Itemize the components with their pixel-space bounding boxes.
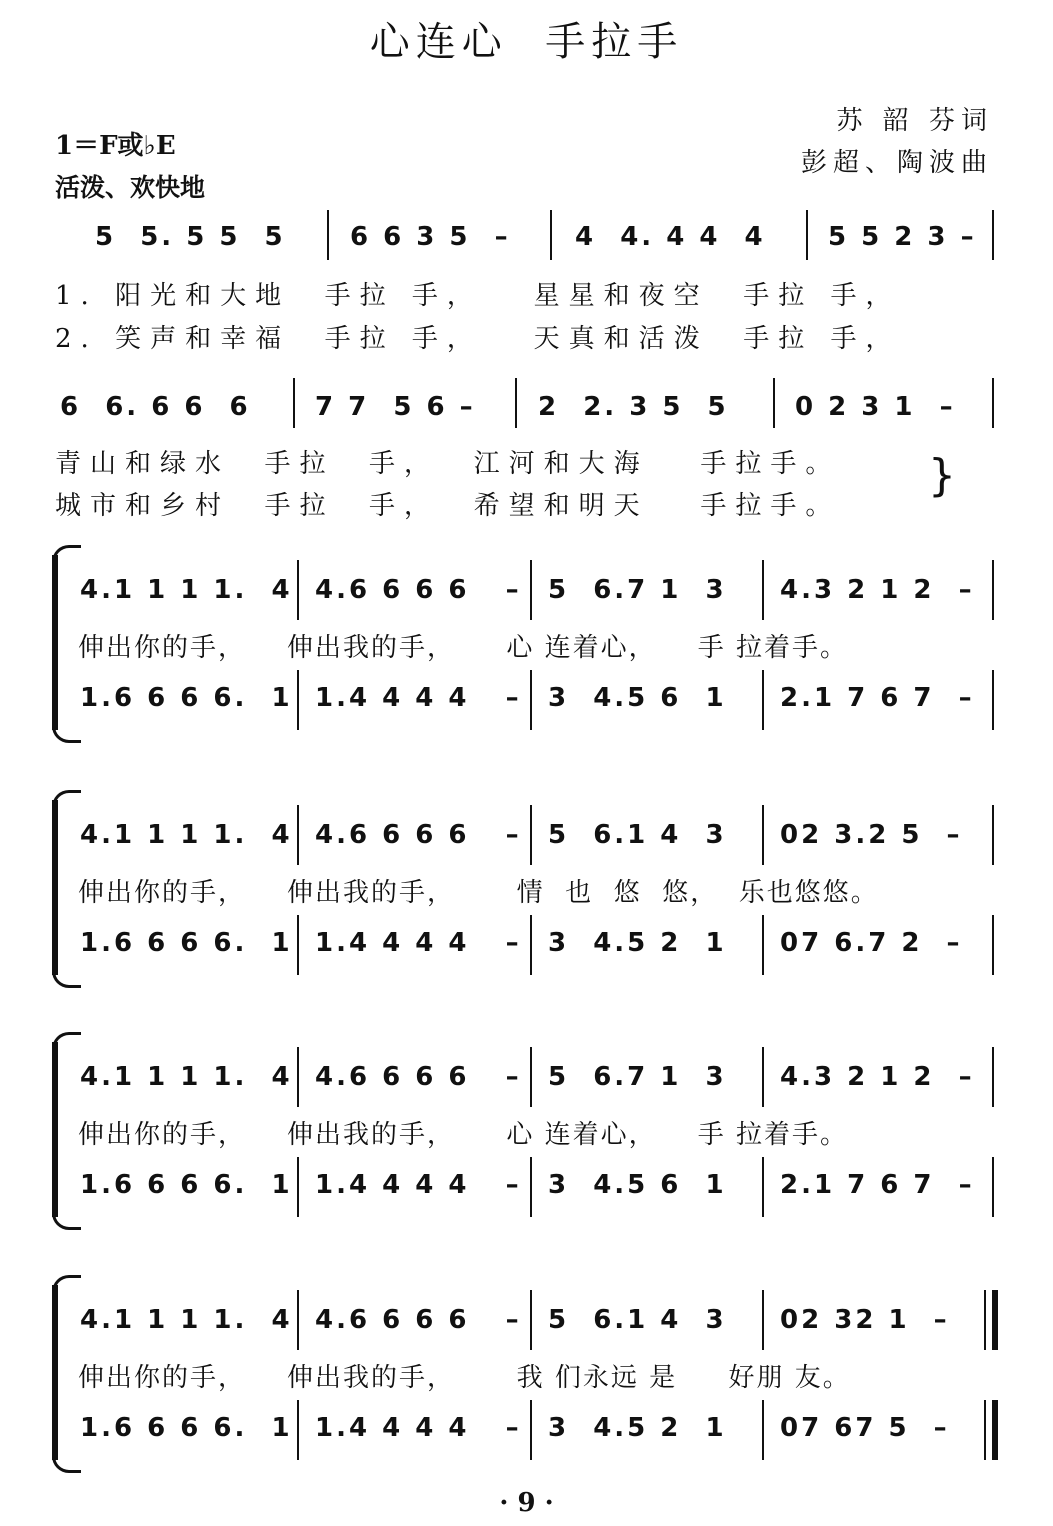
lower-part-bar: 1.4 4 4 4 –: [315, 1413, 522, 1443]
barline: [992, 915, 994, 975]
bracket-bottom: [52, 726, 81, 743]
lyric-line: 伸出你的手， 伸出我的手， 心 连着心， 手 拉着手。: [78, 633, 848, 663]
upper-part-bar: 4.6 6 6 6 –: [315, 820, 522, 850]
final-barline-thick: [992, 1290, 998, 1350]
lower-part-bar: 1.6 6 6 6. 1: [80, 1170, 293, 1200]
barline: [297, 1157, 299, 1217]
repeat-brace: }: [928, 450, 956, 501]
final-barline: [984, 1400, 986, 1460]
lyric-verse-1: 青山和绿水 手拉 手， 江河和大海 手拉手。: [55, 449, 841, 479]
lyricist-credit: 苏 韶 芬词: [836, 106, 993, 136]
lyric-line: 伸出你的手， 伸出我的手， 我 们永远 是 好朋 友。: [78, 1363, 851, 1393]
lyric-line: 伸出你的手， 伸出我的手， 情 也 悠 悠， 乐也悠悠。: [78, 878, 879, 908]
upper-part-bar: 4.6 6 6 6 –: [315, 1305, 522, 1335]
barline: [992, 378, 994, 428]
bracket-top: [52, 790, 81, 807]
lyric-verse-2: 城市和乡村 手拉 手， 希望和明天 手拉手。: [55, 491, 841, 521]
tempo-marking: 活泼、欢快地: [55, 173, 206, 202]
lower-part-bar: 3 4.5 6 1: [548, 1170, 727, 1200]
barline: [762, 670, 764, 730]
bar: 4 4. 4 4 4: [575, 222, 766, 252]
upper-part-bar: 4.6 6 6 6 –: [315, 575, 522, 605]
upper-part-bar: 4.6 6 6 6 –: [315, 1062, 522, 1092]
barline: [297, 1290, 299, 1350]
barline: [992, 1157, 994, 1217]
barline: [293, 378, 295, 428]
bar: 5 5. 5 5 5: [95, 222, 286, 252]
upper-part-bar: 5 6.7 1 3: [548, 575, 727, 605]
lyric-verse-1: 1. 阳光和大地 手拉 手， 星星和夜空 手拉 手，: [55, 281, 901, 311]
barline: [550, 210, 552, 260]
barline: [530, 670, 532, 730]
barline: [530, 1047, 532, 1107]
upper-part-bar: 4.3 2 1 2 –: [780, 575, 975, 605]
bracket-top: [52, 1032, 81, 1049]
lower-part-bar: 1.6 6 6 6. 1: [80, 1413, 293, 1443]
lower-part-bar: 2.1 7 6 7 –: [780, 683, 975, 713]
barline: [530, 560, 532, 620]
bracket-bottom: [52, 971, 81, 988]
bar: 2 2. 3 5 5: [538, 392, 729, 422]
upper-part-bar: 02 3.2 5 –: [780, 820, 963, 850]
lower-part-bar: 07 6.7 2 –: [780, 928, 963, 958]
barline: [530, 915, 532, 975]
upper-part-bar: 02 32 1 –: [780, 1305, 950, 1335]
barline: [297, 915, 299, 975]
barline: [992, 560, 994, 620]
barline: [992, 805, 994, 865]
barline: [762, 1047, 764, 1107]
lyric-line: 伸出你的手， 伸出我的手， 心 连着心， 手 拉着手。: [78, 1120, 848, 1150]
bracket-top: [52, 1275, 81, 1292]
upper-part-bar: 5 6.1 4 3: [548, 820, 727, 850]
upper-part-bar: 5 6.1 4 3: [548, 1305, 727, 1335]
bar: 7 7 5 6 –: [315, 392, 476, 422]
bracket-bottom: [52, 1456, 81, 1473]
barline: [515, 378, 517, 428]
barline: [297, 805, 299, 865]
barline: [762, 1290, 764, 1350]
lower-part-bar: 1.4 4 4 4 –: [315, 683, 522, 713]
lower-part-bar: 1.6 6 6 6. 1: [80, 928, 293, 958]
upper-part-bar: 5 6.7 1 3: [548, 1062, 727, 1092]
barline: [297, 1400, 299, 1460]
barline: [530, 805, 532, 865]
system-bracket: [52, 1042, 70, 1217]
lower-part-bar: 3 4.5 6 1: [548, 683, 727, 713]
upper-part-bar: 4.3 2 1 2 –: [780, 1062, 975, 1092]
lower-part-bar: 1.6 6 6 6. 1: [80, 683, 293, 713]
lyric-verse-2: 2. 笑声和幸福 手拉 手， 天真和活泼 手拉 手，: [55, 324, 901, 354]
barline: [762, 560, 764, 620]
composer-credit: 彭超、陶波曲: [800, 148, 993, 178]
system-bracket: [52, 555, 70, 730]
lower-part-bar: 1.4 4 4 4 –: [315, 1170, 522, 1200]
lower-part-bar: 07 67 5 –: [780, 1413, 950, 1443]
song-title: 心连心 手拉手: [369, 19, 684, 65]
barline: [773, 378, 775, 428]
bar: 0 2 3 1 –: [795, 392, 956, 422]
upper-part-bar: 4.1 1 1 1. 4: [80, 1062, 293, 1092]
system-bracket: [52, 800, 70, 975]
barline: [762, 915, 764, 975]
page-number: · 9 ·: [499, 1488, 554, 1518]
barline: [530, 1290, 532, 1350]
bracket-top: [52, 545, 81, 562]
lower-part-bar: 3 4.5 2 1: [548, 1413, 727, 1443]
barline: [762, 1157, 764, 1217]
barline: [530, 1157, 532, 1217]
key-signature: 1＝F或♭E: [55, 131, 176, 161]
barline: [762, 1400, 764, 1460]
barline: [762, 805, 764, 865]
lower-part-bar: 1.4 4 4 4 –: [315, 928, 522, 958]
barline: [297, 1047, 299, 1107]
final-barline: [984, 1290, 986, 1350]
barline: [992, 210, 994, 260]
bar: 6 6 3 5 –: [350, 222, 511, 252]
bar: 5 5 2 3 –: [828, 222, 977, 252]
barline: [327, 210, 329, 260]
upper-part-bar: 4.1 1 1 1. 4: [80, 1305, 293, 1335]
lower-part-bar: 3 4.5 2 1: [548, 928, 727, 958]
upper-part-bar: 4.1 1 1 1. 4: [80, 820, 293, 850]
barline: [297, 560, 299, 620]
final-barline-thick: [992, 1400, 998, 1460]
barline: [806, 210, 808, 260]
upper-part-bar: 4.1 1 1 1. 4: [80, 575, 293, 605]
barline: [530, 1400, 532, 1460]
lower-part-bar: 2.1 7 6 7 –: [780, 1170, 975, 1200]
bar: 6 6. 6 6 6: [60, 392, 251, 422]
barline: [992, 670, 994, 730]
barline: [297, 670, 299, 730]
barline: [992, 1047, 994, 1107]
bracket-bottom: [52, 1213, 81, 1230]
system-bracket: [52, 1285, 70, 1460]
